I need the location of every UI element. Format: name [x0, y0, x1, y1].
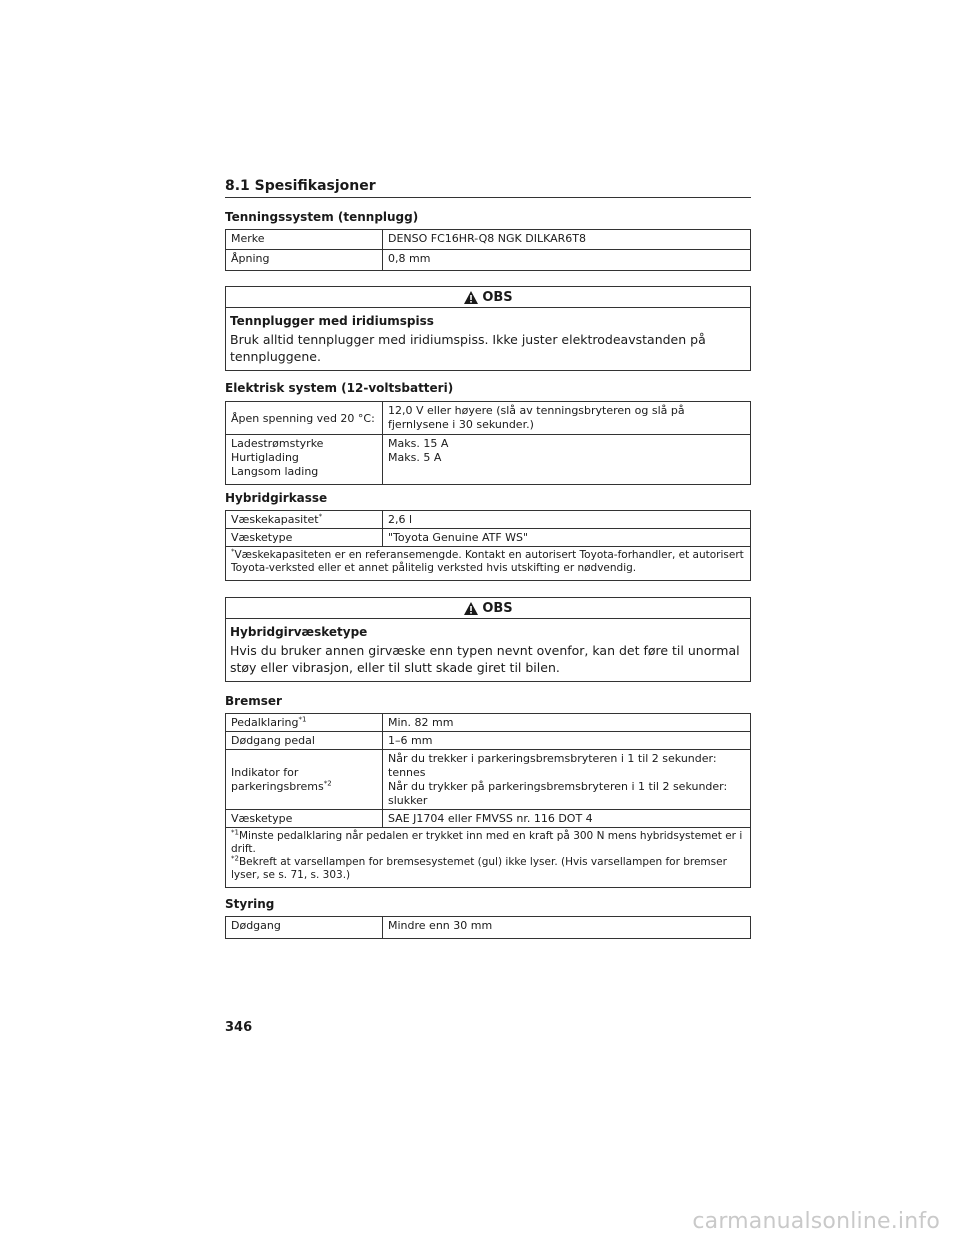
electrical-table	[225, 401, 751, 485]
cell-line: Langsom lading	[231, 465, 319, 478]
table-cell: 0,8 mm	[383, 250, 751, 271]
table-cell: Væsketype	[226, 810, 383, 828]
table-row	[226, 714, 751, 732]
cell-line: Hurtiglading	[231, 451, 299, 464]
table-cell	[226, 511, 383, 529]
footnote-mark: *	[318, 512, 323, 521]
cell-line: Ladestrømstyrke	[231, 437, 324, 450]
table-cell: Min. 82 mm	[383, 714, 751, 732]
table-cell	[383, 435, 751, 485]
cell-line: Når du trykker på parkeringsbremsbryteren i 1 til 2 sekunder: slukker	[388, 780, 728, 807]
watermark: carmanualsonline.info	[692, 1209, 940, 1234]
table-cell	[226, 750, 383, 810]
footnote-text: Bekreft at varsellampen for bremsesystemet (gul) ikke lyser. (Hvis varsellampen for bremser lyser, se s. 71, s. 303.)	[231, 856, 727, 881]
hybrid-table	[225, 510, 751, 581]
table-cell: Åpen spenning ved 20 °C:	[226, 402, 383, 435]
table-cell: 2,6 l	[383, 511, 751, 529]
obs-notice-box	[225, 597, 751, 682]
obs-header	[226, 598, 750, 619]
table-row	[226, 529, 751, 547]
section-title-electrical: Elektrisk system (12-voltsbatteri)	[225, 381, 454, 395]
table-cell: Mindre enn 30 mm	[383, 917, 751, 939]
chapter-title: 8.1 Spesifikasjoner	[225, 178, 751, 198]
obs-label: OBS	[482, 289, 513, 305]
table-row	[226, 435, 751, 485]
footnote-text: Minste pedalklaring når pedalen er trykket inn med en kraft på 300 N mens hybridsystemet er i drift.	[231, 830, 743, 855]
table-cell: Merke	[226, 230, 383, 250]
table-cell: DENSO FC16HR-Q8 NGK DILKAR6T8	[383, 230, 751, 250]
table-row	[226, 511, 751, 529]
table-row	[226, 810, 751, 828]
table-cell: SAE J1704 eller FMVSS nr. 116 DOT 4	[383, 810, 751, 828]
table-row	[226, 547, 751, 581]
table-footnote	[226, 828, 751, 888]
table-cell: "Toyota Genuine ATF WS"	[383, 529, 751, 547]
table-row	[226, 250, 751, 271]
ignition-table	[225, 229, 751, 271]
cell-line: Maks. 15 A	[388, 437, 449, 450]
obs-title: Tennplugger med iridiumspiss	[230, 314, 434, 328]
table-cell: 1–6 mm	[383, 732, 751, 750]
table-cell: Åpning	[226, 250, 383, 271]
obs-title: Hybridgirvæsketype	[230, 625, 368, 639]
footnote-mark: *1	[298, 715, 307, 724]
footnote-mark: *2	[231, 854, 239, 863]
section-title-brakes: Bremser	[225, 694, 282, 708]
cell-text: Indikator for parkeringsbrems	[231, 766, 324, 793]
section-title-steering: Styring	[225, 897, 275, 911]
obs-notice-box	[225, 286, 751, 371]
cell-line: Maks. 5 A	[388, 451, 442, 464]
footnote-mark: *1	[231, 828, 239, 837]
section-title-ignition: Tenningssystem (tennplugg)	[225, 210, 419, 224]
table-cell: Dødgang pedal	[226, 732, 383, 750]
table-row	[226, 917, 751, 939]
cell-text: Pedalklaring	[231, 716, 299, 729]
obs-label: OBS	[482, 600, 513, 616]
footnote-mark: *2	[323, 779, 332, 788]
warning-triangle-icon	[463, 601, 479, 616]
cell-text: Væskekapasitet	[231, 513, 319, 526]
table-row	[226, 732, 751, 750]
table-row	[226, 828, 751, 888]
section-title-hybrid: Hybridgirkasse	[225, 491, 328, 505]
table-footnote	[226, 547, 751, 581]
table-cell	[226, 714, 383, 732]
table-row	[226, 402, 751, 435]
table-cell: 12,0 V eller høyere (slå av tenningsbryteren og slå på fjernlysene i 30 sekunder.)	[383, 402, 751, 435]
table-cell: Væsketype	[226, 529, 383, 547]
warning-triangle-icon	[463, 290, 479, 305]
footnote-mark: *	[231, 547, 235, 556]
obs-header	[226, 287, 750, 308]
obs-text: Bruk alltid tennplugger med iridiumspiss. Ikke juster elektrodeavstanden på tennpluggene.	[230, 332, 706, 364]
page-number: 346	[225, 1020, 253, 1035]
table-row	[226, 750, 751, 810]
table-cell: Dødgang	[226, 917, 383, 939]
brakes-table	[225, 713, 751, 888]
table-cell	[383, 750, 751, 810]
footnote-text: Væskekapasiteten er en referansemengde. Kontakt en autorisert Toyota-forhandler, et autorisert Toyota-verksted eller et annet pålitelig verksted hvis utskifting er nødvendig.	[231, 549, 744, 574]
obs-text: Hvis du bruker annen girvæske enn typen nevnt ovenfor, kan det føre til unormal støy eller vibrasjon, eller til slutt skade giret til bilen.	[230, 643, 740, 675]
steering-table	[225, 916, 751, 939]
table-cell	[226, 435, 383, 485]
cell-line: Når du trekker i parkeringsbremsbryteren i 1 til 2 sekunder: tennes	[388, 752, 717, 779]
table-row	[226, 230, 751, 250]
